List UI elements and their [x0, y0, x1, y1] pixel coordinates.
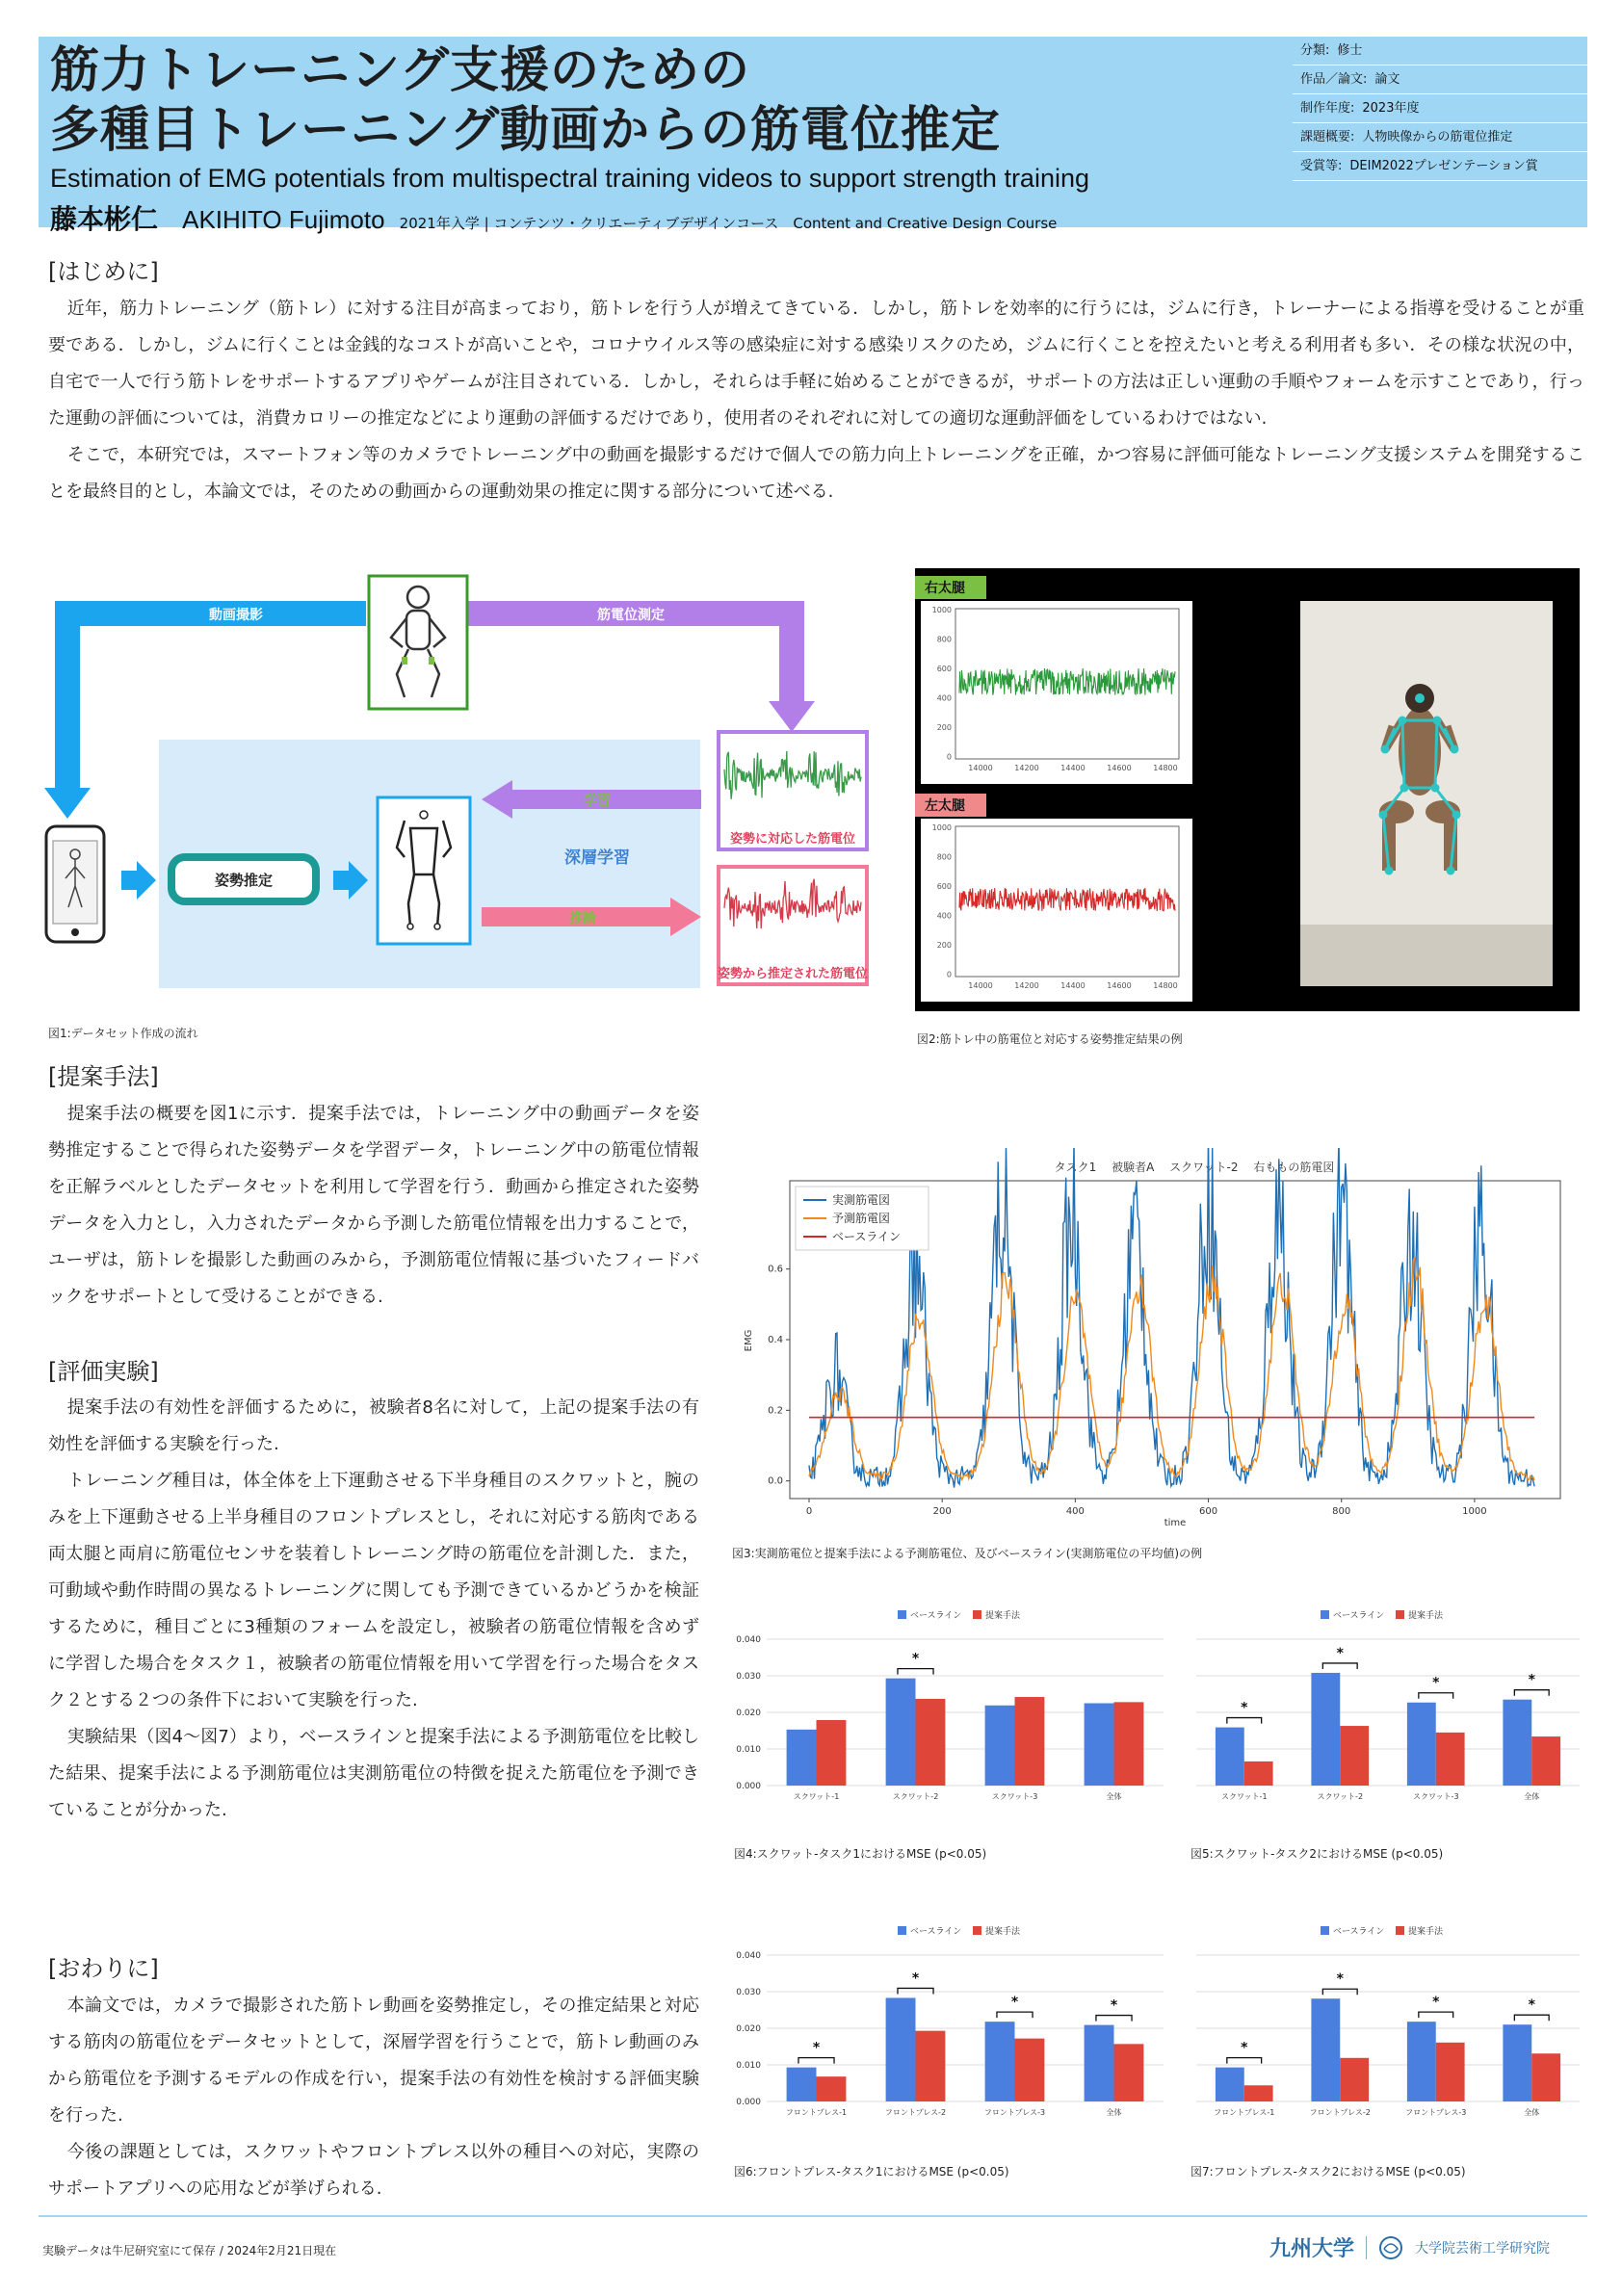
emg-measure-arrowhead: [769, 701, 815, 732]
fig2-ytick-label: 0: [946, 970, 952, 979]
ytick-label: 0.030: [736, 1672, 761, 1682]
fig2-xtick-label: 14000: [968, 764, 993, 772]
sensor-mark: [402, 657, 407, 665]
bar-baseline: [1311, 1998, 1340, 2101]
fig6-caption: 図6:フロントプレス-タスク1におけるMSE (p<0.05): [734, 2165, 1009, 2179]
significance-bracket: [997, 2012, 1033, 2018]
method-body: [48, 1096, 699, 1316]
footer-separator: [1366, 2236, 1367, 2259]
conclusion-paragraph-1: 本論文では，カメラで撮影された筋トレ動画を姿勢推定し，その推定結果と対応する筋肉の筋電位をデータセットとして，深層学習を行うことで，筋トレ動画のみから筋電位を予測するモデルの作成を行い，提案手法の有効性を検討する評価実験を行った.: [48, 1996, 699, 2126]
fig2-caption: 図2:筋トレ中の筋電位と対応する姿勢推定結果の例: [917, 1032, 1183, 1046]
fig2-xtick-label: 14800: [1153, 764, 1178, 772]
significance-star: *: [1528, 1997, 1535, 2014]
label-right-thigh: 右太腿: [925, 581, 965, 596]
experiment-paragraph-1: 提案手法の有効性を評価するために，被験者8名に対して，上記の提案手法の有効性を評価する実験を行った.: [48, 1397, 699, 1454]
method-heading: [提案手法]: [48, 1063, 159, 1090]
bar-proposed: [1114, 1702, 1144, 1786]
label-learning: 学習: [584, 794, 611, 809]
video-capture-arrowhead: [44, 788, 91, 819]
significance-bracket: [1514, 1690, 1549, 1696]
fig2-xtick-label: 14600: [1107, 981, 1132, 990]
fig2-ytick-label: 600: [936, 882, 952, 891]
legend-swatch: [1396, 1610, 1404, 1619]
fig7-bar-chart: [1185, 1915, 1589, 2146]
legend-label: 提案手法: [985, 1611, 1021, 1621]
legend-predicted: 予測筋電図: [832, 1212, 891, 1225]
significance-star: *: [1528, 1672, 1535, 1688]
significance-bracket: [1419, 2012, 1453, 2018]
fig3-xtick-label: 400: [1065, 1506, 1085, 1517]
legend-swatch: [973, 1610, 981, 1619]
meta-row: 作品／論文: 論文: [1293, 65, 1587, 94]
bar-proposed: [1531, 1736, 1560, 1786]
bar-proposed: [817, 1720, 847, 1786]
category-label: スクワット-3: [1412, 1792, 1459, 1801]
fig2-emg-pose-example: [915, 568, 1589, 1011]
significance-star: *: [1241, 1700, 1248, 1716]
category-label: スクワット-3: [991, 1792, 1038, 1801]
label-emg-measure: 筋電位測定: [597, 608, 665, 623]
category-label: 全体: [1524, 2108, 1540, 2117]
fig3-xtick-label: 600: [1198, 1506, 1218, 1517]
bar-baseline: [1085, 1704, 1114, 1787]
fig2-ytick-label: 600: [936, 665, 952, 673]
bar-baseline: [1503, 2024, 1531, 2101]
bar-proposed: [916, 1699, 946, 1786]
author-name-en: AKIHITO Fujimoto: [182, 205, 385, 234]
bar-baseline: [1407, 2022, 1436, 2101]
significance-star: *: [812, 2040, 821, 2056]
legend-label: ベースライン: [1333, 1611, 1385, 1621]
bar-proposed: [1015, 1697, 1045, 1786]
poster-subtitle: Estimation of EMG potentials from multispectral training videos to support strength training: [50, 164, 1089, 193]
category-label: スクワット-1: [793, 1792, 840, 1801]
bar-baseline: [1216, 2068, 1244, 2101]
bar-proposed: [1436, 2043, 1465, 2101]
ytick-label: 0.000: [736, 1782, 761, 1791]
skeleton-box: [378, 797, 470, 944]
bar-baseline: [1216, 1728, 1244, 1786]
bar-baseline: [886, 1679, 916, 1786]
fig2-xtick-label: 14000: [968, 981, 993, 990]
label-pose-estimation: 姿勢推定: [214, 872, 274, 889]
fig3-ytick-label: 0.6: [768, 1264, 783, 1275]
label-left-thigh: 左太腿: [925, 798, 965, 814]
ytick-label: 0.010: [736, 1745, 761, 1755]
fig2-ytick-label: 400: [936, 693, 952, 703]
label-deep-learning: 深層学習: [564, 848, 630, 868]
category-label: フロントプレス-3: [1405, 2108, 1467, 2117]
meta-table: [1293, 37, 1587, 181]
fig3-ylabel: EMG: [744, 1329, 754, 1352]
bar-baseline: [985, 2022, 1015, 2101]
significance-star: *: [1336, 1971, 1344, 1988]
fig1-dataset-flow-diagram: [39, 568, 905, 1011]
category-label: 全体: [1106, 1792, 1122, 1801]
fig3-title: タスク1 被験者A スクワット-2 右ももの筋電図: [1054, 1161, 1335, 1174]
significance-star: *: [1010, 1995, 1019, 2011]
bar-proposed: [817, 2076, 847, 2101]
significance-bracket: [1096, 2016, 1132, 2022]
pose-photo-floor: [1300, 925, 1553, 986]
fig4-caption: 図4:スクワット-タスク1におけるMSE (p<0.05): [734, 1847, 987, 1861]
ytick-label: 0.010: [736, 2061, 761, 2071]
bar-baseline: [787, 1730, 817, 1786]
footer-divider: [39, 2215, 1587, 2217]
footer-note: 実験データは牛尼研究室にて保存 / 2024年2月21日現在: [42, 2244, 337, 2257]
bar-baseline: [1503, 1700, 1531, 1786]
school-emblem-icon: [1378, 2235, 1403, 2260]
conclusion-paragraph-2: 今後の課題としては，スクワットやフロントプレス以外の種目への対応，実際のサポートアプリへの応用などが挙げられる.: [48, 2142, 699, 2199]
category-label: 全体: [1106, 2108, 1122, 2117]
significance-bracket: [798, 2058, 834, 2064]
legend-swatch: [973, 1926, 981, 1935]
fig5-bar-chart: [1185, 1599, 1589, 1830]
ytick-label: 0.000: [736, 2098, 761, 2107]
fig2-ytick-label: 400: [936, 911, 952, 921]
fig3-xtick-label: 200: [932, 1506, 952, 1517]
legend-label: 提案手法: [985, 1927, 1021, 1937]
footer-logos: [1269, 2232, 1550, 2262]
fig2-ytick-label: 800: [936, 852, 952, 862]
bar-baseline: [1311, 1673, 1340, 1786]
ytick-label: 0.020: [736, 2024, 761, 2034]
fig2-xtick-label: 14800: [1153, 981, 1178, 990]
label-estimated-emg: 姿勢から推定された筋電位: [717, 967, 869, 981]
category-label: スクワット-1: [1220, 1792, 1268, 1801]
legend-swatch: [898, 1610, 906, 1619]
bar-baseline: [787, 2068, 817, 2101]
legend-label: 提案手法: [1408, 1611, 1444, 1621]
experiment-body: [48, 1390, 699, 1829]
fig2-xtick-label: 14400: [1060, 764, 1086, 772]
bar-proposed: [1531, 2053, 1560, 2101]
fig2-ytick-label: 0: [946, 752, 952, 762]
fig5-caption: 図5:スクワット-タスク2におけるMSE (p<0.05): [1190, 1847, 1444, 1861]
intro-paragraph-2: そこで，本研究では，スマートフォン等のカメラでトレーニング中の動画を撮影するだけで個人での筋力向上トレーニングを正確，かつ容易に評価可能なトレーニング支援システムを開発することを最終目的とし，本論文では，そのための動画からの運動効果の推定に関する部分について述べる.: [48, 445, 1584, 502]
legend-label: 提案手法: [1408, 1927, 1444, 1937]
intro-body: [48, 291, 1584, 510]
sensor-mark: [429, 657, 434, 665]
significance-bracket: [898, 1988, 933, 1994]
legend-label: ベースライン: [910, 1611, 962, 1621]
author-name-jp: 藤本彬仁: [50, 203, 159, 235]
bar-proposed: [1340, 1726, 1369, 1786]
skeleton-joint: [420, 811, 428, 819]
fig2-ytick-label: 800: [936, 635, 952, 644]
fig2-ytick-label: 200: [936, 723, 952, 732]
fig2-xtick-label: 14600: [1107, 764, 1132, 772]
meta-row: 課題概要: 人物映像からの筋電位推定: [1293, 123, 1587, 152]
fig3-legend: [796, 1187, 929, 1250]
significance-bracket: [1419, 1693, 1453, 1699]
category-label: フロントプレス-2: [1309, 2108, 1371, 2117]
significance-star: *: [911, 1970, 920, 1987]
experiment-heading: [評価実験]: [48, 1358, 159, 1385]
school-name: 大学院芸術工学研究院: [1415, 2240, 1551, 2257]
significance-bracket: [1227, 2058, 1262, 2064]
significance-star: *: [1241, 2040, 1248, 2056]
fig1-caption: 図1:データセット作成の流れ: [48, 1027, 198, 1040]
ytick-label: 0.040: [736, 1635, 761, 1645]
skeleton-joint: [407, 924, 413, 929]
bar-proposed: [1340, 2058, 1369, 2101]
significance-star: *: [1110, 1997, 1118, 2014]
author-info: 2021年入学 | コンテンツ・クリエーティブデザインコース Content and Creative Design Course: [399, 215, 1058, 232]
meta-row: 制作年度: 2023年度: [1293, 94, 1587, 123]
legend-label: ベースライン: [910, 1927, 962, 1937]
category-label: スクワット-2: [892, 1792, 939, 1801]
bar-proposed: [1244, 2085, 1273, 2101]
fig2-ytick-label: 1000: [931, 606, 952, 614]
ytick-label: 0.030: [736, 1988, 761, 1997]
arrow-to-pose: [121, 861, 156, 900]
bar-baseline: [886, 1997, 916, 2101]
method-paragraph: 提案手法の概要を図1に示す．提案手法では，トレーニング中の動画データを姿勢推定することで得られた姿勢データを学習データ，トレーニング中の筋電位情報を正解ラベルとしたデータセットを利用して学習を行う．動画から推定された姿勢データを入力とし，入力されたデータから予測した筋電位情報を出力することで，ユーザは，筋トレを撮影した動画のみから，予測筋電位情報に基づいたフィードバックをサポートとして受けることができる.: [48, 1104, 699, 1307]
category-label: フロントプレス-3: [983, 2108, 1046, 2117]
category-label: スクワット-2: [1317, 1792, 1364, 1801]
significance-bracket: [1322, 1663, 1357, 1669]
fig2-xtick-label: 14400: [1060, 981, 1086, 990]
significance-star: *: [1336, 1645, 1344, 1661]
fig2-ytick-label: 1000: [931, 823, 952, 832]
bar-proposed: [1244, 1761, 1273, 1786]
poster-title-line2: 多種目トレーニング動画からの筋電位推定: [50, 102, 1001, 159]
ytick-label: 0.020: [736, 1709, 761, 1718]
university-logo-text: 九州大学: [1269, 2237, 1355, 2261]
fig2-ytick-label: 200: [936, 941, 952, 950]
fig3-ytick-label: 0.2: [768, 1405, 783, 1417]
bar-baseline: [1085, 2025, 1114, 2101]
significance-bracket: [898, 1669, 933, 1675]
bar-proposed: [1015, 2039, 1045, 2101]
significance-star: *: [1432, 1675, 1440, 1691]
intro-heading: [はじめに]: [48, 258, 159, 285]
intro-paragraph-1: 近年，筋力トレーニング（筋トレ）に対する注目が高まっており，筋トレを行う人が増えてきている．しかし，筋トレを効率的に行うには，ジムに行き，トレーナーによる指導を受けることが重要である．しかし，ジムに行くことは金銭的なコストが高いことや，コロナウイルス等の感染症に対する感染リスクのため，ジムに行くことを控えたいと考える利用者も多い．その様な状況の中，自宅で一人で行う筋トレをサポートするアプリやゲームが注目されている．しかし，それらは手軽に始めることができるが，サポートの方法は正しい運動の手順やフォームを示すことであり，行った運動の評価については，消費カロリーの推定などにより運動の評価するだけであり，使用者のそれぞれに対しての適切な運動評価をしているわけではない.: [48, 299, 1584, 429]
poster-header: [39, 37, 1587, 235]
legend-swatch: [1321, 1926, 1329, 1935]
significance-star: *: [1432, 1995, 1440, 2011]
fig3-xtick-label: 0: [805, 1506, 813, 1517]
label-matched-emg: 姿勢に対応した筋電位: [729, 832, 856, 847]
skeleton-joint: [434, 924, 440, 929]
fig3-xlabel: time: [1164, 1518, 1187, 1528]
fig2-xtick-label: 14200: [1014, 764, 1039, 772]
experiment-paragraph-3: 実験結果（図4〜図7）より，ベースラインと提案手法による予測筋電位を比較した結果、提案手法による予測筋電位は実測筋電位の特徴を捉えた筋電位を予測できていることが分かった.: [48, 1727, 699, 1820]
legend-swatch: [1321, 1610, 1329, 1619]
fig4-bar-chart: [732, 1599, 1175, 1830]
legend-swatch: [898, 1926, 906, 1935]
category-label: フロントプレス-1: [1214, 2108, 1275, 2117]
conclusion-body: [48, 1988, 699, 2207]
label-inference: 推論: [569, 911, 596, 926]
significance-star: *: [911, 1651, 920, 1667]
label-video-capture: 動画撮影: [209, 608, 263, 623]
legend-baseline: ベースライン: [832, 1230, 902, 1243]
bar-baseline: [1407, 1703, 1436, 1786]
fig6-bar-chart: [732, 1915, 1175, 2146]
author-line: [50, 198, 1057, 237]
experiment-paragraph-2: トレーニング種目は，体全体を上下運動させる下半身種目のスクワットと，腕のみを上下運動させる上半身種目のフロントプレスとし，それに対応する筋肉である両太腿と両肩に筋電位センサを装着しトレーニング時の筋電位を計測した．また，可動域や動作時間の異なるトレーニングに関しても予測できているかどうかを検証するために，種目ごとに3種類のフォームを設定し，被験者の筋電位情報を含めずに学習した場合をタスク１，被験者の筋電位情報を用いて学習を行った場合をタスク２とする２つの条件下において実験を行った.: [48, 1471, 699, 1710]
bar-proposed: [1114, 2044, 1144, 2101]
legend-label: ベースライン: [1333, 1927, 1385, 1937]
meta-row: 分類: 修士: [1293, 37, 1587, 65]
conclusion-heading: [おわりに]: [48, 1955, 159, 1982]
bar-proposed: [1436, 1733, 1465, 1786]
ytick-label: 0.040: [736, 1951, 761, 1961]
bar-proposed: [916, 2031, 946, 2101]
meta-row: 受賞等: DEIM2022プレゼンテーション賞: [1293, 152, 1587, 181]
fig2-xtick-label: 14200: [1014, 981, 1039, 990]
smartphone-home-button: [71, 928, 79, 936]
category-label: フロントプレス-2: [884, 2108, 947, 2117]
bar-baseline: [985, 1706, 1015, 1786]
emg-measure-arrow: [462, 613, 792, 703]
fig3-xtick-label: 800: [1332, 1506, 1351, 1517]
category-label: フロントプレス-1: [785, 2108, 848, 2117]
fig3-caption: 図3:実測筋電位と提案手法による予測筋電位、及びベースライン(実測筋電位の平均値)の例: [732, 1547, 1203, 1560]
fig3-ytick-label: 0.4: [768, 1335, 783, 1345]
fig3-ytick-label: 0.0: [768, 1475, 783, 1487]
legend-swatch: [1396, 1926, 1404, 1935]
significance-bracket: [1514, 2015, 1549, 2021]
fig3-xtick-label: 1000: [1462, 1506, 1487, 1517]
poster-title-line1: 筋力トレーニング支援のための: [50, 42, 750, 99]
fig3-emg-line-chart: [732, 1148, 1580, 1533]
legend-measured: 実測筋電図: [832, 1193, 891, 1207]
significance-bracket: [1227, 1718, 1262, 1724]
fig7-caption: 図7:フロントプレス-タスク2におけるMSE (p<0.05): [1190, 2165, 1466, 2179]
category-label: 全体: [1524, 1792, 1540, 1801]
